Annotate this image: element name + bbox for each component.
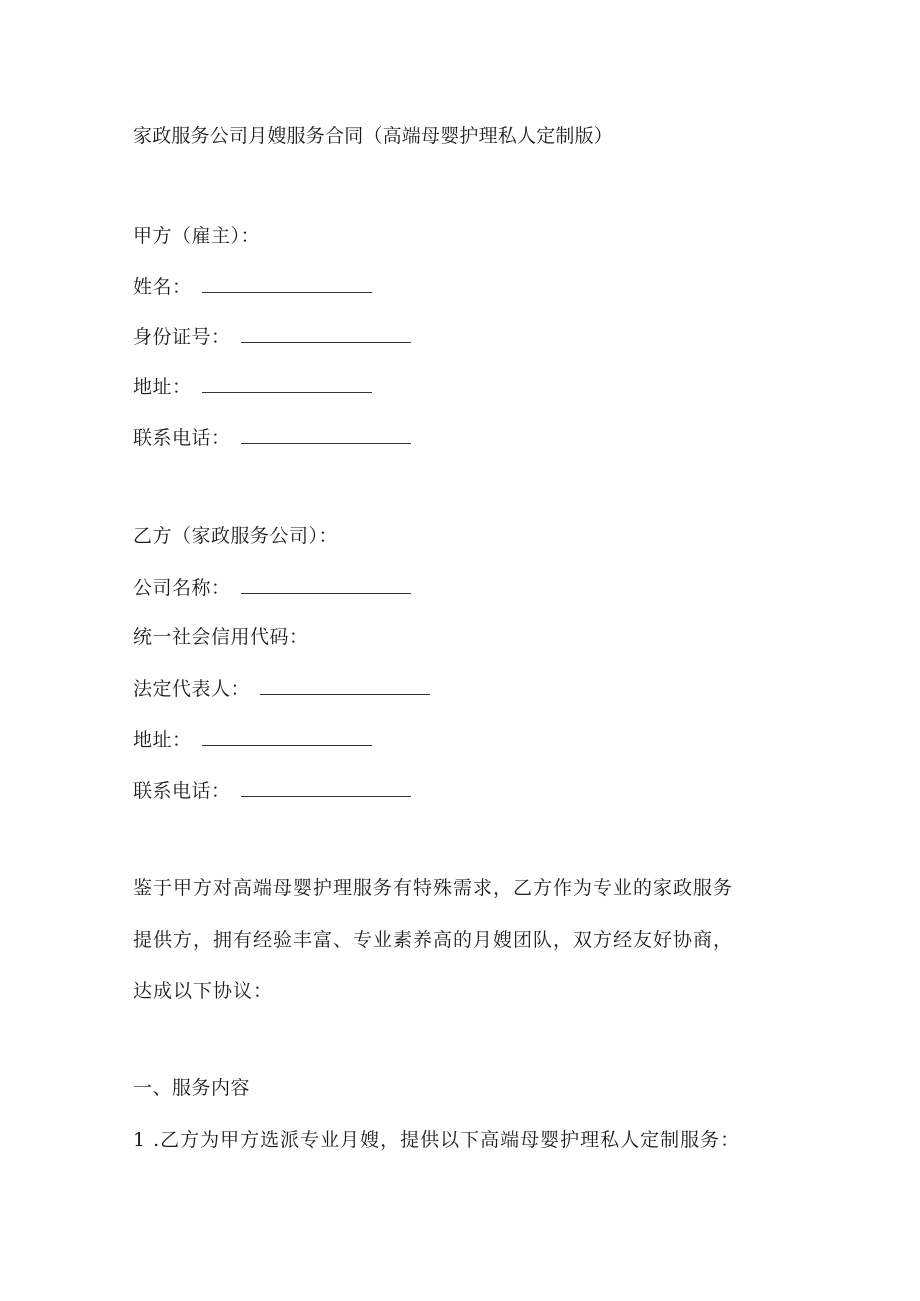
party-a-id-blank	[241, 324, 411, 343]
party-b-address-row	[133, 727, 372, 752]
party-b-heading: 乙方（家政服务公司）：	[133, 525, 339, 547]
preamble-line-2: 提供方，拥有经验丰富、专业素养高的月嫂团队，双方经友好协商，	[133, 929, 734, 951]
party-a-address-blank	[202, 374, 372, 393]
section-1-item-1: 1 .乙方为甲方选派专业月嫂，提供以下高端母婴护理私人定制服务：	[133, 1129, 741, 1151]
party-b-address-label: 地址：	[133, 729, 192, 751]
document-title: 家政服务公司月嫂服务合同（高端母婴护理私人定制版）	[133, 125, 614, 147]
party-b-company-blank	[241, 575, 411, 594]
party-a-phone-row	[133, 425, 411, 450]
party-a-id-label: 身份证号：	[133, 326, 231, 348]
party-a-phone-label: 联系电话：	[133, 427, 231, 449]
party-a-phone-blank	[241, 425, 411, 444]
preamble-line-3: 达成以下协议：	[133, 980, 274, 1002]
party-a-id-row	[133, 324, 411, 349]
party-b-legal-rep-label: 法定代表人：	[133, 678, 251, 700]
party-b-company-row	[133, 575, 411, 600]
party-b-address-blank	[202, 727, 372, 746]
party-b-phone-blank	[241, 778, 411, 797]
preamble-line-1: 鉴于甲方对高端母婴护理服务有特殊需求，乙方作为专业的家政服务	[133, 877, 734, 899]
party-a-address-row	[133, 374, 372, 399]
party-b-credit-code-label: 统一社会信用代码：	[133, 626, 309, 648]
party-a-name-row	[133, 274, 372, 299]
party-b-phone-label: 联系电话：	[133, 780, 231, 802]
party-a-name-label: 姓名：	[133, 276, 192, 298]
party-b-legal-rep-row	[133, 676, 430, 701]
party-a-name-blank	[202, 274, 372, 293]
party-b-legal-rep-blank	[260, 676, 430, 695]
party-b-phone-row	[133, 778, 411, 803]
party-a-heading: 甲方（雇主）：	[133, 225, 261, 247]
section-1-heading: 一、服务内容	[133, 1077, 251, 1099]
party-a-address-label: 地址：	[133, 376, 192, 398]
party-b-company-label: 公司名称：	[133, 577, 231, 599]
